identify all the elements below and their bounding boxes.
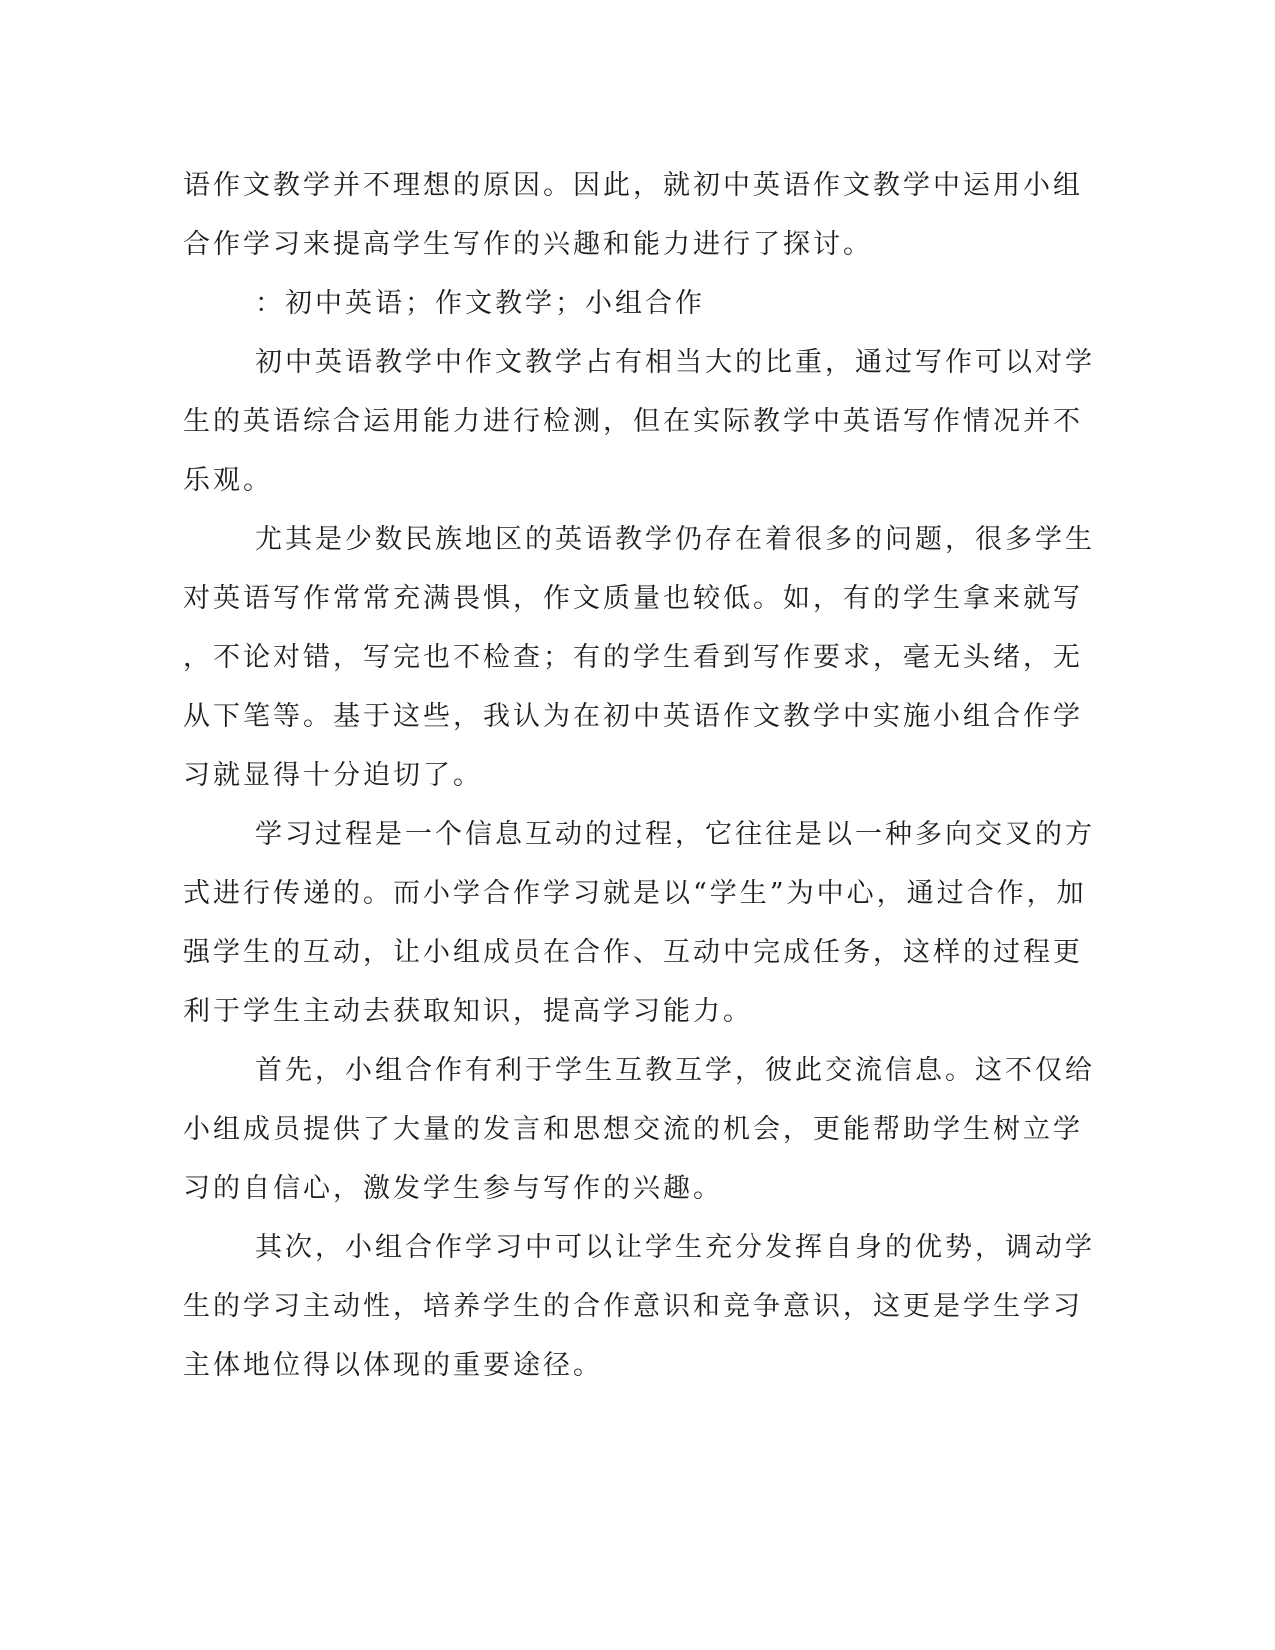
- text-line: 语作文教学并不理想的原因。因此，就初中英语作文教学中运用小组: [183, 170, 1083, 201]
- text-line: 生的学习主动性，培养学生的合作意识和竞争意识，这更是学生学习: [183, 1291, 1083, 1322]
- text-line: 首先，小组合作有利于学生互教互学，彼此交流信息。这不仅给: [255, 1055, 1095, 1086]
- text-line: 合作学习来提高学生写作的兴趣和能力进行了探讨。: [183, 229, 873, 260]
- text-line: ，不论对错，写完也不检查；有的学生看到写作要求，毫无头绪，无: [183, 642, 1083, 673]
- paragraph-problems: [183, 510, 1095, 805]
- text-line: 利于学生主动去获取知识，提高学习能力。: [183, 996, 753, 1027]
- text-line: 主体地位得以体现的重要途径。: [183, 1350, 603, 1381]
- document-body: [183, 156, 1095, 1395]
- paragraph-keywords: [183, 274, 1043, 333]
- text-line: 学习过程是一个信息互动的过程，它往往是以一种多向交叉的方: [255, 819, 1095, 850]
- text-line: 式进行传递的。而小学合作学习就是以“学生”为中心，通过合作，加: [183, 878, 1087, 909]
- text-line: 乐观。: [183, 465, 273, 496]
- text-line: 对英语写作常常充满畏惧，作文质量也较低。如，有的学生拿来就写: [183, 583, 1083, 614]
- text-line: 尤其是少数民族地区的英语教学仍存在着很多的问题，很多学生: [255, 524, 1095, 555]
- text-line: 从下笔等。基于这些，我认为在初中英语作文教学中实施小组合作学: [183, 701, 1083, 732]
- text-line: 其次，小组合作学习中可以让学生充分发挥自身的优势，调动学: [255, 1232, 1095, 1263]
- text-line: 习就显得十分迫切了。: [183, 760, 483, 791]
- paragraph-process: [183, 805, 1095, 1041]
- paragraph-first: [183, 1041, 1095, 1218]
- text-line: 生的英语综合运用能力进行检测，但在实际教学中英语写作情况并不: [183, 406, 1083, 437]
- text-line: 初中英语教学中作文教学占有相当大的比重，通过写作可以对学: [255, 347, 1095, 378]
- text-line: 小组成员提供了大量的发言和思想交流的机会，更能帮助学生树立学: [183, 1114, 1083, 1145]
- keywords-line: ：初中英语；作文教学；小组合作: [255, 288, 705, 319]
- text-line: 强学生的互动，让小组成员在合作、互动中完成任务，这样的过程更: [183, 937, 1083, 968]
- text-line: 习的自信心，激发学生参与写作的兴趣。: [183, 1173, 723, 1204]
- paragraph-intro: [183, 333, 1095, 510]
- paragraph-abstract-end: [183, 156, 1083, 274]
- paragraph-second: [183, 1218, 1095, 1395]
